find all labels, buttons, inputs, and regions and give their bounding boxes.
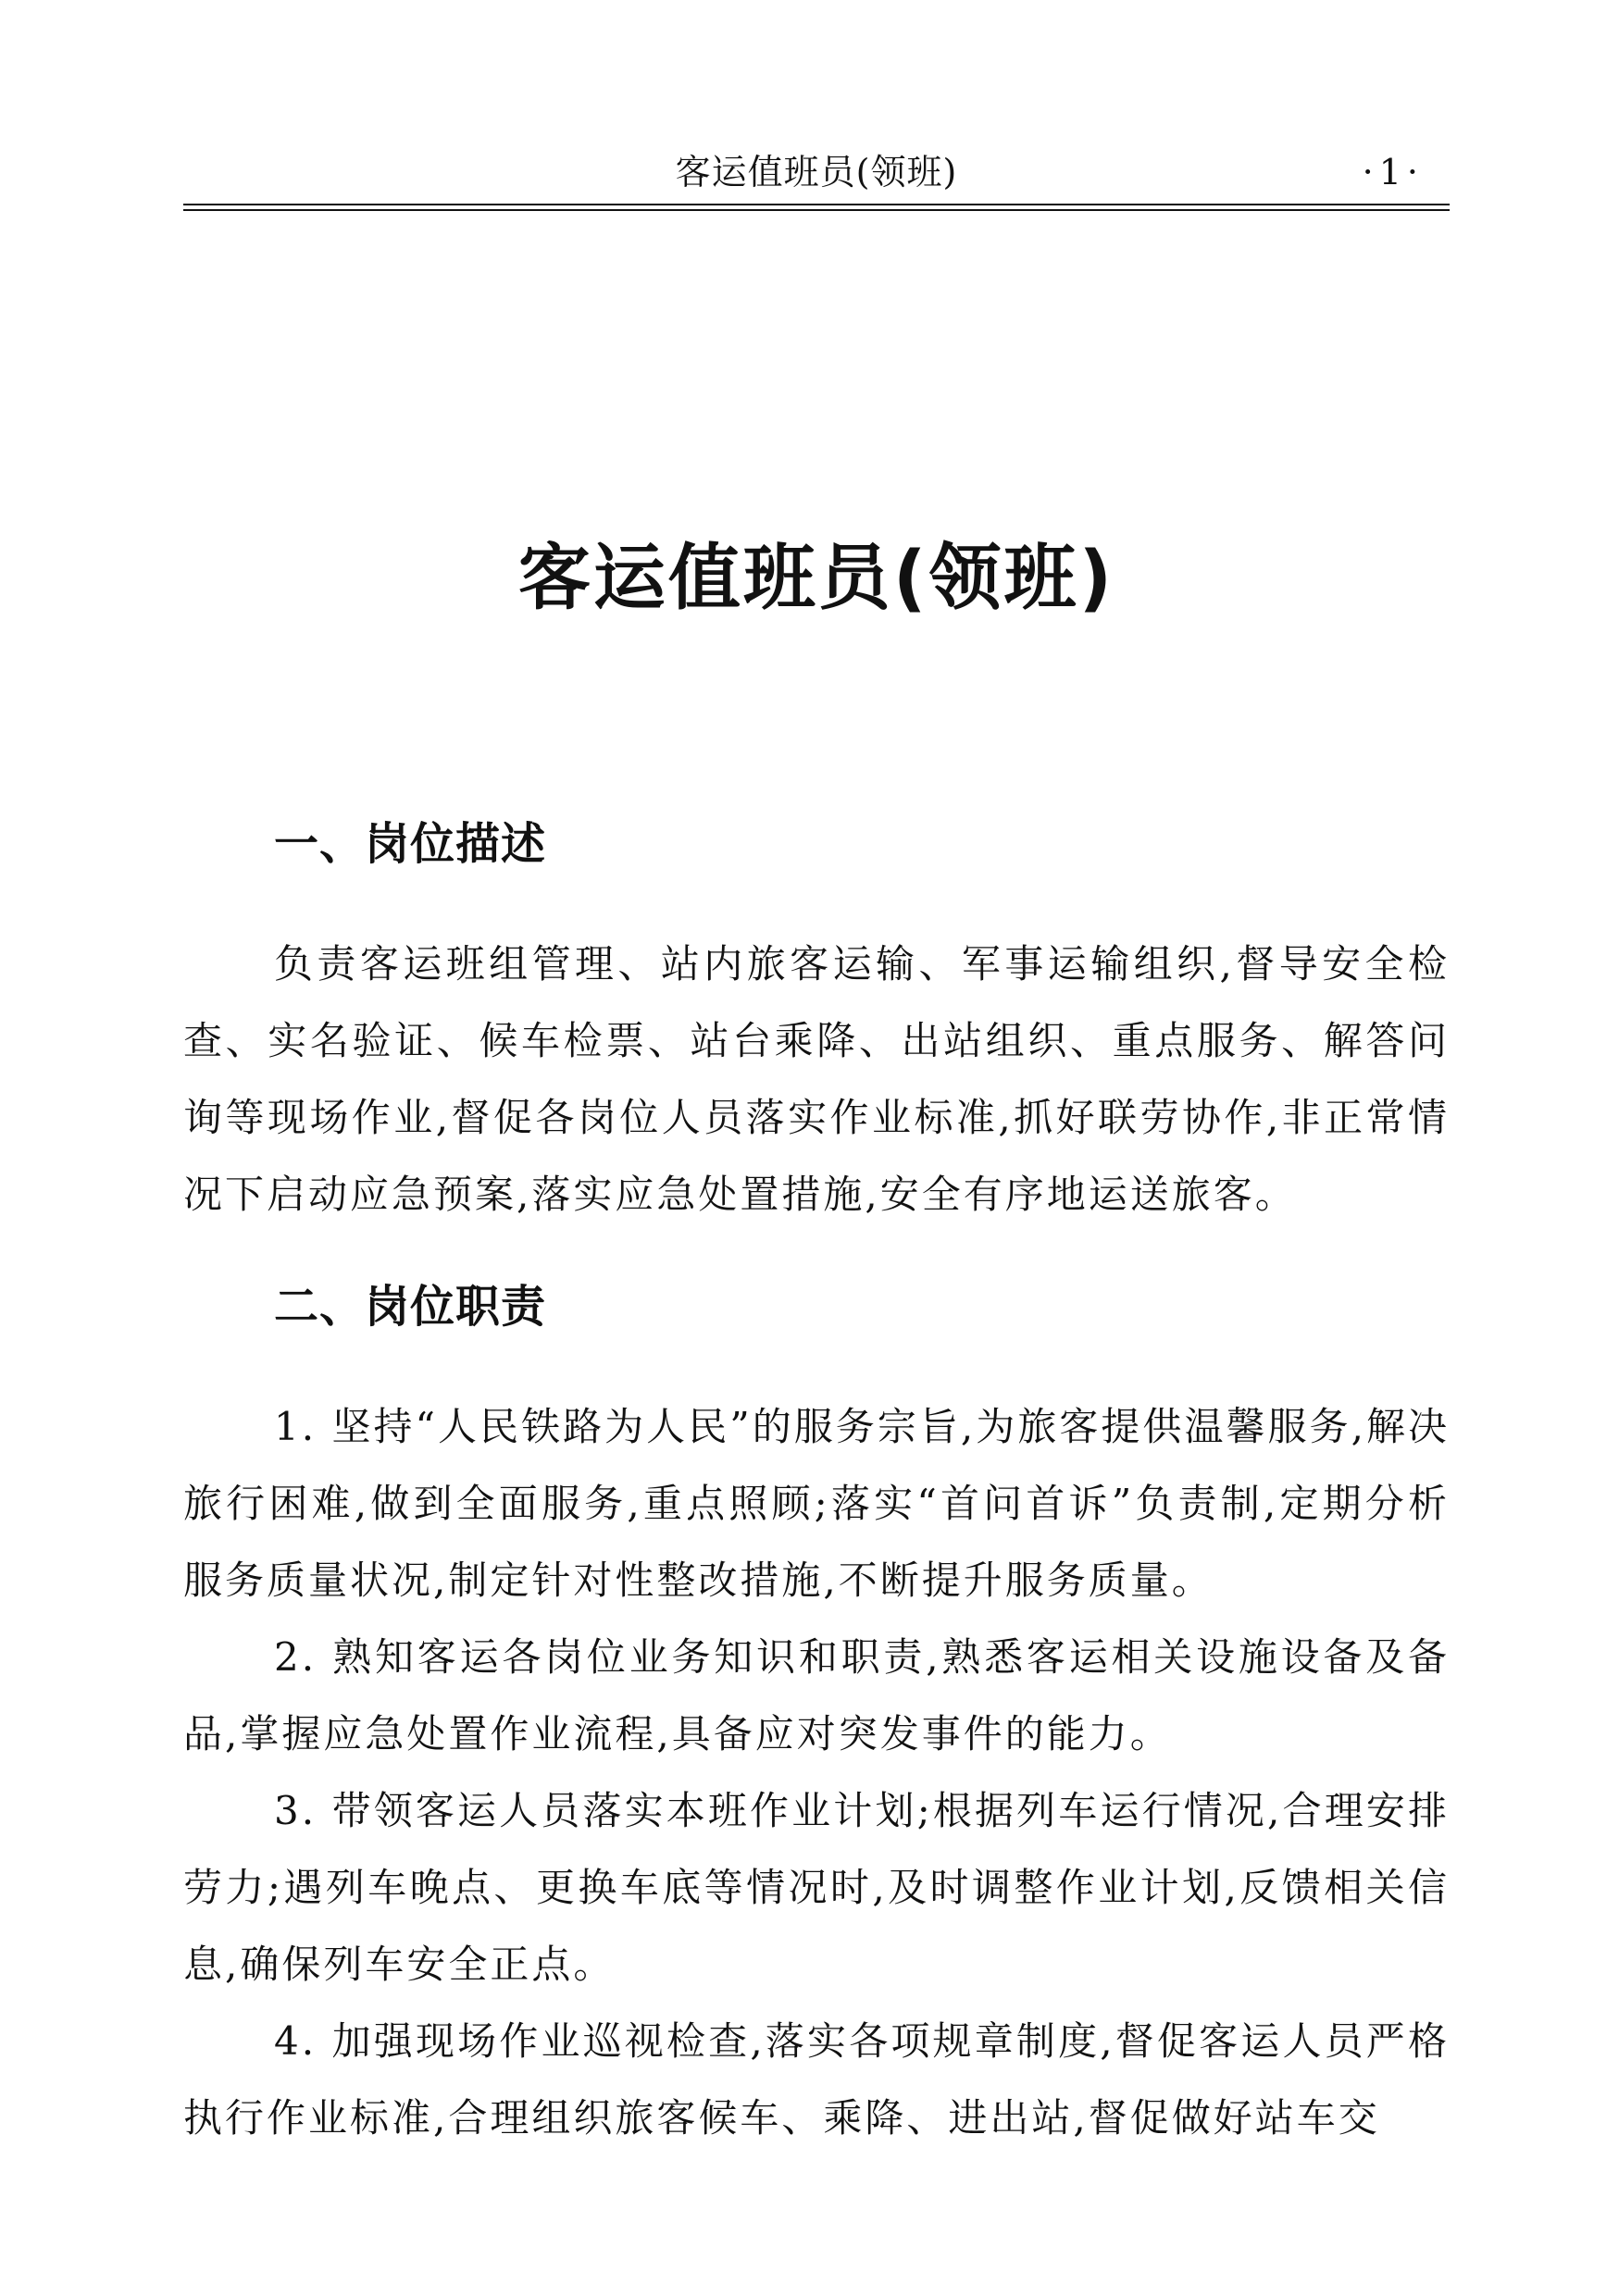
- page-number: ·1·: [1362, 152, 1424, 192]
- section-body-job-duties: [183, 1388, 1450, 2156]
- main-title: 客运值班员(领班): [517, 537, 1115, 620]
- section-body-job-description: [183, 925, 1450, 1233]
- header-double-rule: [183, 204, 1450, 211]
- section-heading-job-description: 一、岗位描述: [274, 818, 547, 870]
- page-header: [183, 146, 1450, 198]
- duty-item-3: 3. 带领客运人员落实本班作业计划;根据列车运行情况,合理安排劳力;遇列车晚点、更换车底等情况时,及时调整作业计划,反馈相关信息,确保列车安全正点。: [183, 1788, 1450, 1987]
- section-heading-job-duties: 二、岗位职责: [274, 1281, 547, 1333]
- paragraph: 负责客运班组管理、站内旅客运输、军事运输组织,督导安全检查、实名验证、候车检票、站台乘降、出站组织、重点服务、解答问询等现场作业,督促各岗位人员落实作业标准,抓好联劳协作,非正常情况下启动应急预案,落实应急处置措施,安全有序地运送旅客。: [183, 941, 1450, 1217]
- running-title: 客运值班员(领班): [675, 152, 958, 192]
- duty-item-4: 4. 加强现场作业巡视检查,落实各项规章制度,督促客运人员严格执行作业标准,合理组织旅客候车、乘降、进出站,督促做好站车交: [183, 2018, 1450, 2141]
- duty-item-1: 1. 坚持“人民铁路为人民”的服务宗旨,为旅客提供温馨服务,解决旅行困难,做到全面服务,重点照顾;落实“首问首诉”负责制,定期分析服务质量状况,制定针对性整改措施,不断提升服务质量。: [183, 1404, 1450, 1603]
- duty-item-2: 2. 熟知客运各岗位业务知识和职责,熟悉客运相关设施设备及备品,掌握应急处置作业流程,具备应对突发事件的能力。: [183, 1634, 1450, 1756]
